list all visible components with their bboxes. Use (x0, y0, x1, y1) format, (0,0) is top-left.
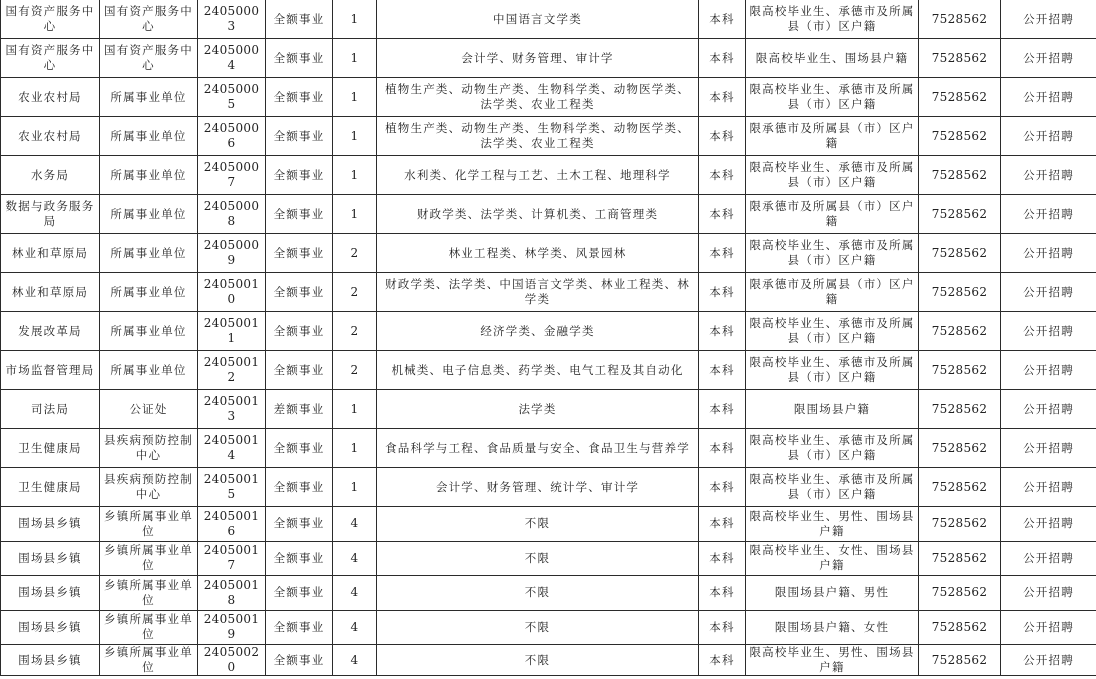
nature-cell: 差额事业 (266, 390, 333, 429)
unit-cell: 所属事业单位 (100, 234, 198, 273)
phone-cell: 7528562 (919, 78, 1001, 117)
unit-cell: 乡镇所属事业单位 (100, 576, 198, 611)
table-row (1, 78, 1096, 117)
cond-cell: 限高校毕业生、承德市及所属县（市）区户籍 (746, 234, 919, 273)
edu-cell: 本科 (699, 610, 746, 645)
code-cell: 24050019 (198, 610, 266, 645)
nature-cell: 全额事业 (266, 0, 333, 39)
method-cell: 公开招聘 (1001, 645, 1096, 676)
table-row (1, 273, 1096, 312)
nature-cell: 全额事业 (266, 507, 333, 542)
dept-cell: 围场县乡镇 (1, 507, 100, 542)
method-cell: 公开招聘 (1001, 576, 1096, 611)
unit-cell: 县疾病预防控制中心 (100, 468, 198, 507)
cond-cell: 限高校毕业生、承德市及所属县（市）区户籍 (746, 312, 919, 351)
edu-cell: 本科 (699, 117, 746, 156)
phone-cell: 7528562 (919, 429, 1001, 468)
dept-cell: 数据与政务服务局 (1, 195, 100, 234)
table-row (1, 39, 1096, 78)
method-cell: 公开招聘 (1001, 468, 1096, 507)
nature-cell: 全额事业 (266, 78, 333, 117)
phone-cell: 7528562 (919, 273, 1001, 312)
major-cell: 不限 (377, 576, 699, 611)
dept-cell: 围场县乡镇 (1, 576, 100, 611)
count-cell: 1 (333, 429, 377, 468)
major-cell: 水利类、化学工程与工艺、土木工程、地理科学 (377, 156, 699, 195)
count-cell: 2 (333, 312, 377, 351)
nature-cell: 全额事业 (266, 156, 333, 195)
cond-cell: 限高校毕业生、承德市及所属县（市）区户籍 (746, 156, 919, 195)
dept-cell: 水务局 (1, 156, 100, 195)
dept-cell: 发展改革局 (1, 312, 100, 351)
nature-cell: 全额事业 (266, 234, 333, 273)
code-cell: 24050009 (198, 234, 266, 273)
count-cell: 4 (333, 507, 377, 542)
major-cell: 不限 (377, 610, 699, 645)
method-cell: 公开招聘 (1001, 429, 1096, 468)
unit-cell: 公证处 (100, 390, 198, 429)
major-cell: 不限 (377, 645, 699, 676)
code-cell: 24050014 (198, 429, 266, 468)
major-cell: 植物生产类、动物生产类、生物科学类、动物医学类、法学类、农业工程类 (377, 78, 699, 117)
dept-cell: 卫生健康局 (1, 468, 100, 507)
major-cell: 机械类、电子信息类、药学类、电气工程及其自动化 (377, 351, 699, 390)
major-cell: 食品科学与工程、食品质量与安全、食品卫生与营养学 (377, 429, 699, 468)
code-cell: 24050020 (198, 645, 266, 676)
dept-cell: 林业和草原局 (1, 234, 100, 273)
code-cell: 24050003 (198, 0, 266, 39)
cond-cell: 限承德市及所属县（市）区户籍 (746, 117, 919, 156)
major-cell: 不限 (377, 507, 699, 542)
count-cell: 1 (333, 39, 377, 78)
table-row (1, 541, 1096, 576)
major-cell: 法学类 (377, 390, 699, 429)
phone-cell: 7528562 (919, 390, 1001, 429)
dept-cell: 国有资产服务中心 (1, 0, 100, 39)
table-row (1, 156, 1096, 195)
phone-cell: 7528562 (919, 610, 1001, 645)
dept-cell: 卫生健康局 (1, 429, 100, 468)
cond-cell: 限高校毕业生、围场县户籍 (746, 39, 919, 78)
phone-cell: 7528562 (919, 507, 1001, 542)
count-cell: 1 (333, 390, 377, 429)
cond-cell: 限高校毕业生、女性、围场县户籍 (746, 541, 919, 576)
method-cell: 公开招聘 (1001, 78, 1096, 117)
cond-cell: 限承德市及所属县（市）区户籍 (746, 195, 919, 234)
method-cell: 公开招聘 (1001, 117, 1096, 156)
nature-cell: 全额事业 (266, 312, 333, 351)
edu-cell: 本科 (699, 39, 746, 78)
nature-cell: 全额事业 (266, 541, 333, 576)
cond-cell: 限围场县户籍、女性 (746, 610, 919, 645)
phone-cell: 7528562 (919, 541, 1001, 576)
major-cell: 经济学类、金融学类 (377, 312, 699, 351)
dept-cell: 市场监督管理局 (1, 351, 100, 390)
edu-cell: 本科 (699, 78, 746, 117)
cond-cell: 限围场县户籍、男性 (746, 576, 919, 611)
method-cell: 公开招聘 (1001, 195, 1096, 234)
code-cell: 24050013 (198, 390, 266, 429)
count-cell: 4 (333, 610, 377, 645)
count-cell: 4 (333, 645, 377, 676)
dept-cell: 农业农村局 (1, 117, 100, 156)
code-cell: 24050010 (198, 273, 266, 312)
code-cell: 24050005 (198, 78, 266, 117)
unit-cell: 所属事业单位 (100, 351, 198, 390)
count-cell: 1 (333, 78, 377, 117)
dept-cell: 围场县乡镇 (1, 541, 100, 576)
phone-cell: 7528562 (919, 468, 1001, 507)
method-cell: 公开招聘 (1001, 541, 1096, 576)
code-cell: 24050006 (198, 117, 266, 156)
dept-cell: 林业和草原局 (1, 273, 100, 312)
table-row (1, 610, 1096, 645)
major-cell: 财政学类、法学类、计算机类、工商管理类 (377, 195, 699, 234)
code-cell: 24050015 (198, 468, 266, 507)
count-cell: 4 (333, 541, 377, 576)
major-cell: 会计学、财务管理、审计学 (377, 39, 699, 78)
table-row (1, 645, 1096, 676)
unit-cell: 县疾病预防控制中心 (100, 429, 198, 468)
unit-cell: 国有资产服务中心 (100, 39, 198, 78)
edu-cell: 本科 (699, 645, 746, 676)
code-cell: 24050016 (198, 507, 266, 542)
unit-cell: 所属事业单位 (100, 195, 198, 234)
table-row (1, 117, 1096, 156)
method-cell: 公开招聘 (1001, 273, 1096, 312)
major-cell: 财政学类、法学类、中国语言文学类、林业工程类、林学类 (377, 273, 699, 312)
table-row (1, 351, 1096, 390)
table-row (1, 429, 1096, 468)
unit-cell: 乡镇所属事业单位 (100, 541, 198, 576)
nature-cell: 全额事业 (266, 576, 333, 611)
phone-cell: 7528562 (919, 234, 1001, 273)
edu-cell: 本科 (699, 541, 746, 576)
nature-cell: 全额事业 (266, 610, 333, 645)
method-cell: 公开招聘 (1001, 312, 1096, 351)
unit-cell: 所属事业单位 (100, 273, 198, 312)
table-row (1, 195, 1096, 234)
edu-cell: 本科 (699, 0, 746, 39)
table-row (1, 312, 1096, 351)
code-cell: 24050007 (198, 156, 266, 195)
unit-cell: 所属事业单位 (100, 117, 198, 156)
method-cell: 公开招聘 (1001, 234, 1096, 273)
edu-cell: 本科 (699, 507, 746, 542)
method-cell: 公开招聘 (1001, 610, 1096, 645)
phone-cell: 7528562 (919, 39, 1001, 78)
phone-cell: 7528562 (919, 576, 1001, 611)
count-cell: 1 (333, 0, 377, 39)
phone-cell: 7528562 (919, 312, 1001, 351)
nature-cell: 全额事业 (266, 195, 333, 234)
dept-cell: 围场县乡镇 (1, 645, 100, 676)
phone-cell: 7528562 (919, 195, 1001, 234)
count-cell: 2 (333, 351, 377, 390)
table-row (1, 507, 1096, 542)
nature-cell: 全额事业 (266, 645, 333, 676)
phone-cell: 7528562 (919, 351, 1001, 390)
edu-cell: 本科 (699, 234, 746, 273)
code-cell: 24050011 (198, 312, 266, 351)
dept-cell: 农业农村局 (1, 78, 100, 117)
method-cell: 公开招聘 (1001, 507, 1096, 542)
major-cell: 会计学、财务管理、统计学、审计学 (377, 468, 699, 507)
unit-cell: 乡镇所属事业单位 (100, 645, 198, 676)
table-row (1, 234, 1096, 273)
phone-cell: 7528562 (919, 0, 1001, 39)
cond-cell: 限高校毕业生、承德市及所属县（市）区户籍 (746, 429, 919, 468)
cond-cell: 限高校毕业生、承德市及所属县（市）区户籍 (746, 468, 919, 507)
code-cell: 24050004 (198, 39, 266, 78)
nature-cell: 全额事业 (266, 117, 333, 156)
table-row (1, 576, 1096, 611)
unit-cell: 国有资产服务中心 (100, 0, 198, 39)
dept-cell: 司法局 (1, 390, 100, 429)
code-cell: 24050017 (198, 541, 266, 576)
edu-cell: 本科 (699, 351, 746, 390)
phone-cell: 7528562 (919, 645, 1001, 676)
major-cell: 不限 (377, 541, 699, 576)
edu-cell: 本科 (699, 273, 746, 312)
unit-cell: 所属事业单位 (100, 78, 198, 117)
unit-cell: 乡镇所属事业单位 (100, 507, 198, 542)
count-cell: 2 (333, 234, 377, 273)
edu-cell: 本科 (699, 156, 746, 195)
major-cell: 中国语言文学类 (377, 0, 699, 39)
major-cell: 植物生产类、动物生产类、生物科学类、动物医学类、法学类、农业工程类 (377, 117, 699, 156)
edu-cell: 本科 (699, 195, 746, 234)
count-cell: 1 (333, 195, 377, 234)
method-cell: 公开招聘 (1001, 156, 1096, 195)
edu-cell: 本科 (699, 390, 746, 429)
count-cell: 1 (333, 468, 377, 507)
code-cell: 24050008 (198, 195, 266, 234)
table-row (1, 0, 1096, 39)
count-cell: 1 (333, 156, 377, 195)
count-cell: 1 (333, 117, 377, 156)
method-cell: 公开招聘 (1001, 390, 1096, 429)
nature-cell: 全额事业 (266, 39, 333, 78)
method-cell: 公开招聘 (1001, 39, 1096, 78)
nature-cell: 全额事业 (266, 351, 333, 390)
method-cell: 公开招聘 (1001, 0, 1096, 39)
table-row (1, 390, 1096, 429)
major-cell: 林业工程类、林学类、风景园林 (377, 234, 699, 273)
unit-cell: 乡镇所属事业单位 (100, 610, 198, 645)
nature-cell: 全额事业 (266, 429, 333, 468)
cond-cell: 限高校毕业生、承德市及所属县（市）区户籍 (746, 351, 919, 390)
nature-cell: 全额事业 (266, 273, 333, 312)
dept-cell: 围场县乡镇 (1, 610, 100, 645)
count-cell: 2 (333, 273, 377, 312)
phone-cell: 7528562 (919, 156, 1001, 195)
code-cell: 24050012 (198, 351, 266, 390)
table-row (1, 468, 1096, 507)
cond-cell: 限高校毕业生、男性、围场县户籍 (746, 645, 919, 676)
cond-cell: 限高校毕业生、承德市及所属县（市）区户籍 (746, 78, 919, 117)
dept-cell: 国有资产服务中心 (1, 39, 100, 78)
nature-cell: 全额事业 (266, 468, 333, 507)
edu-cell: 本科 (699, 429, 746, 468)
count-cell: 4 (333, 576, 377, 611)
unit-cell: 所属事业单位 (100, 156, 198, 195)
edu-cell: 本科 (699, 312, 746, 351)
cond-cell: 限围场县户籍 (746, 390, 919, 429)
phone-cell: 7528562 (919, 117, 1001, 156)
cond-cell: 限承德市及所属县（市）区户籍 (746, 273, 919, 312)
code-cell: 24050018 (198, 576, 266, 611)
edu-cell: 本科 (699, 468, 746, 507)
cond-cell: 限高校毕业生、承德市及所属县（市）区户籍 (746, 0, 919, 39)
cond-cell: 限高校毕业生、男性、围场县户籍 (746, 507, 919, 542)
method-cell: 公开招聘 (1001, 351, 1096, 390)
table-body (1, 0, 1096, 676)
unit-cell: 所属事业单位 (100, 312, 198, 351)
edu-cell: 本科 (699, 576, 746, 611)
